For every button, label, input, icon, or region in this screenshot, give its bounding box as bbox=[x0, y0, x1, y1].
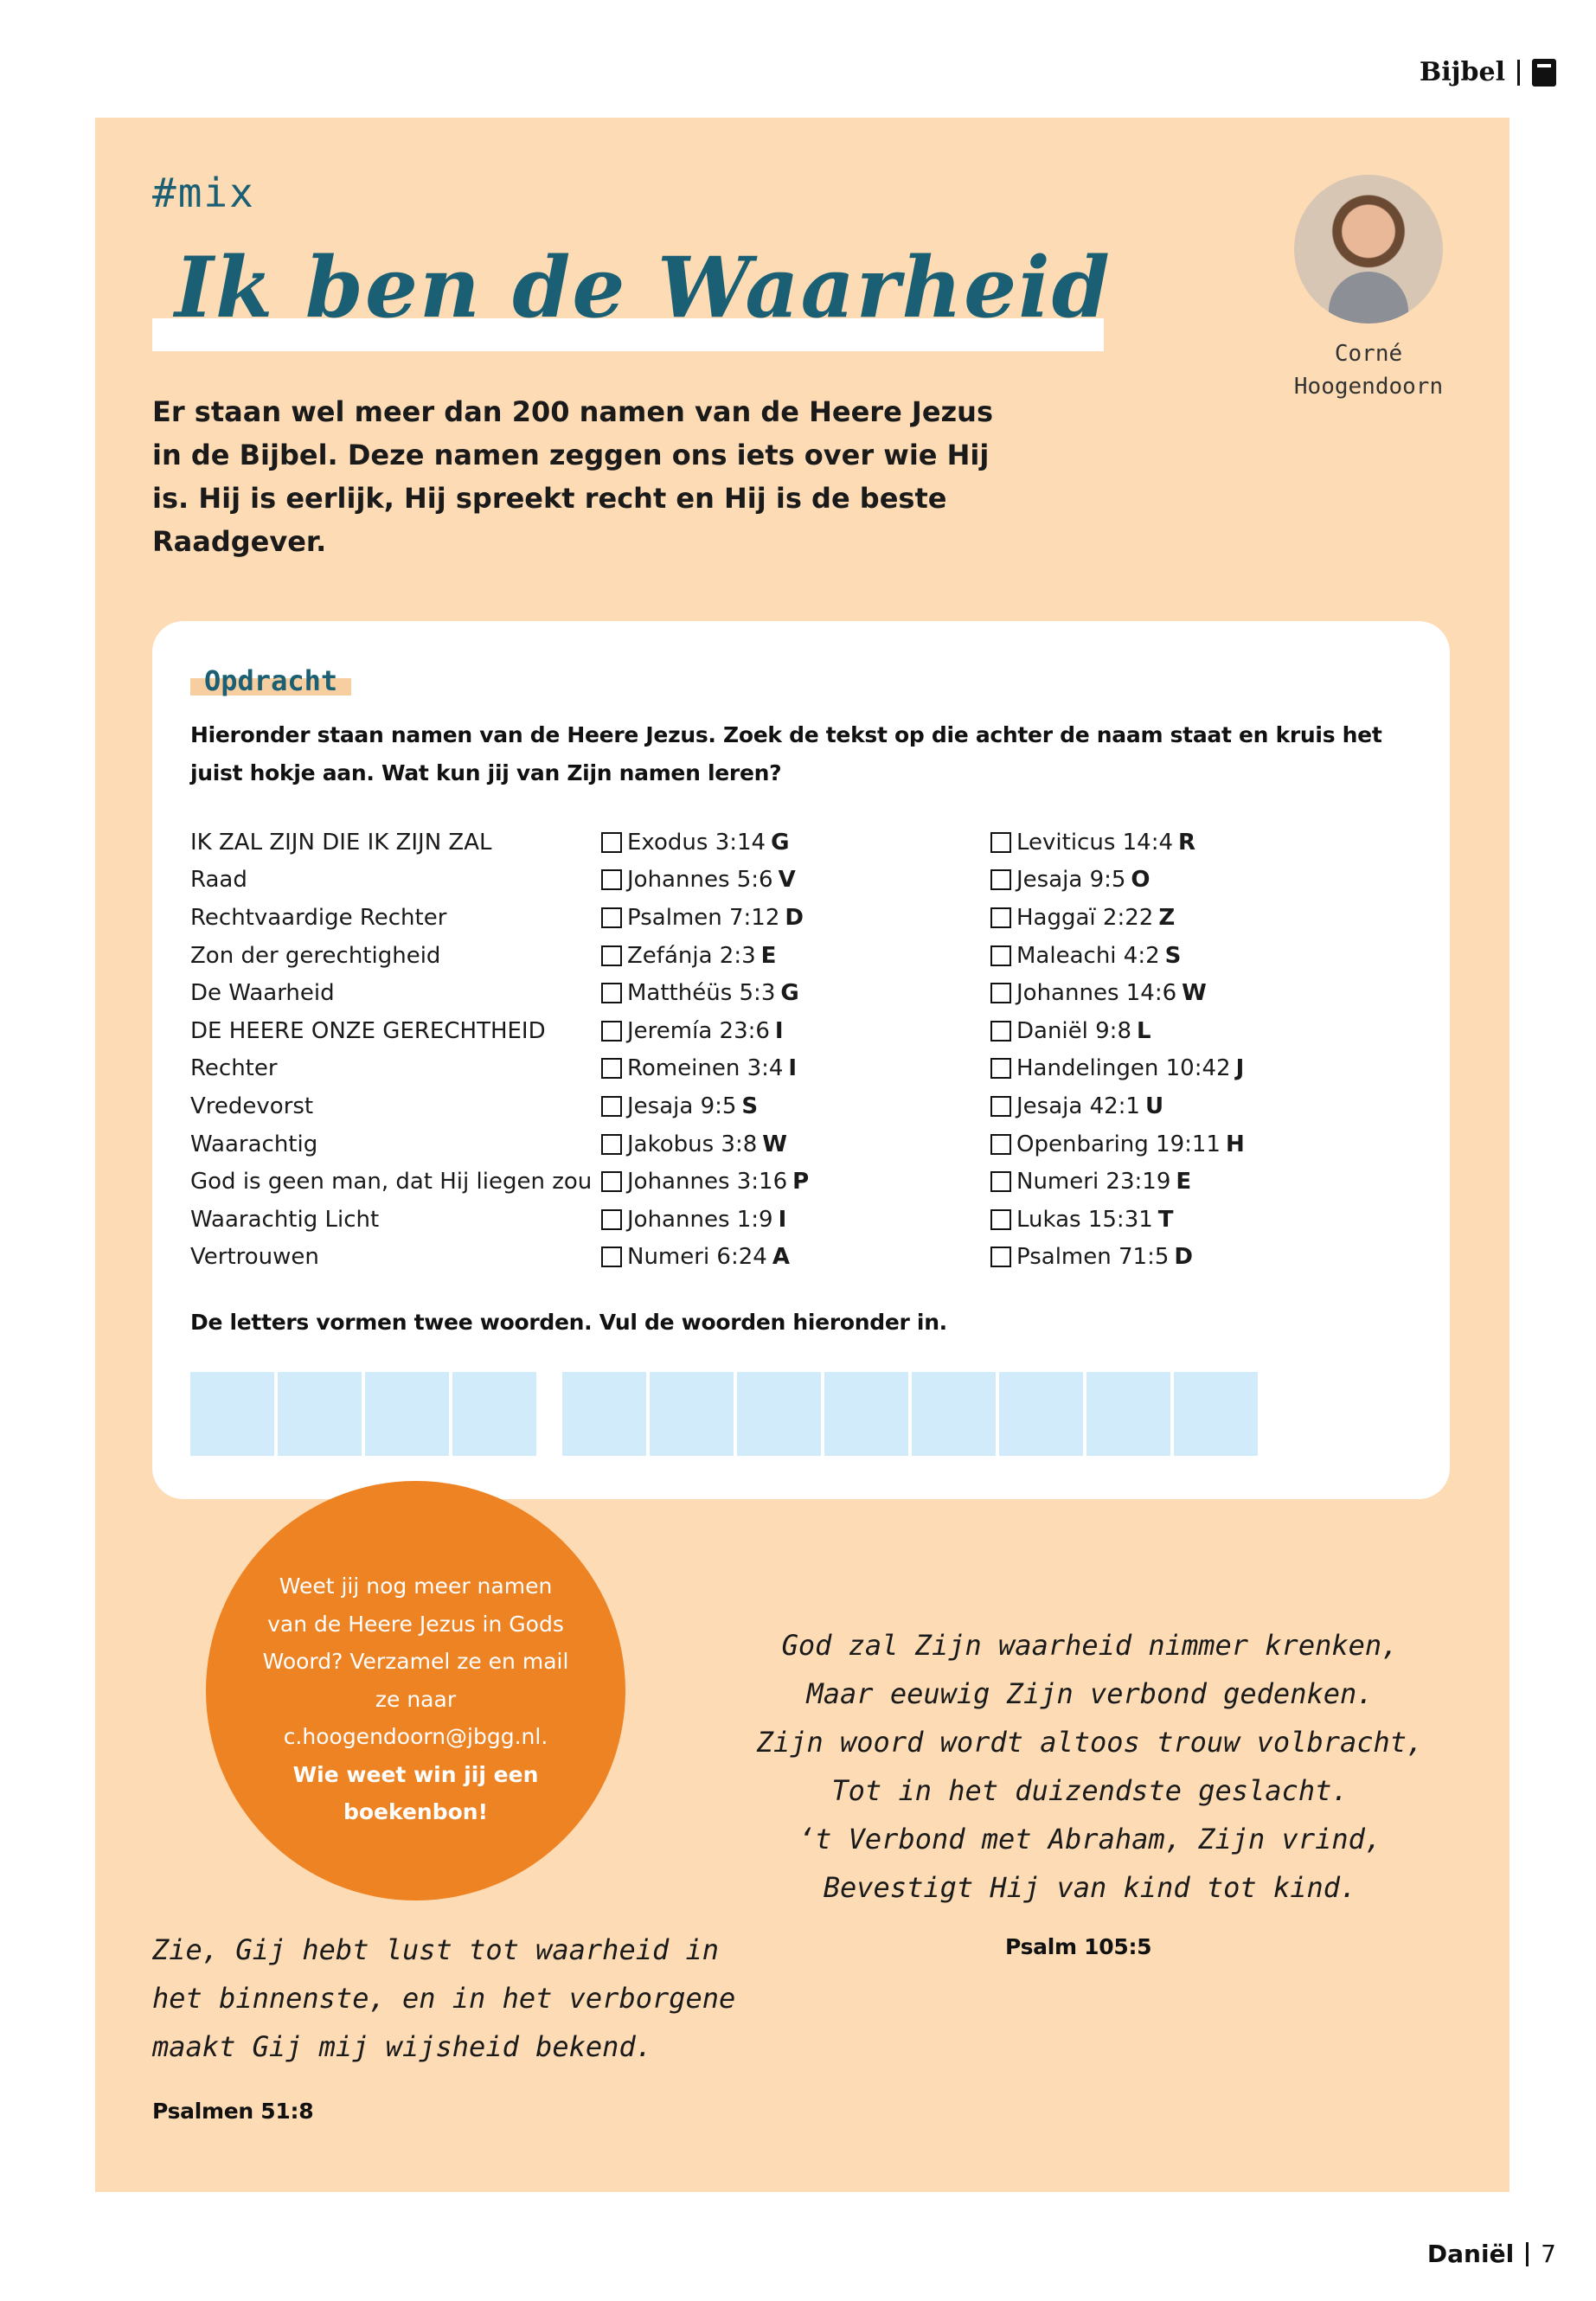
callout-text: Weet jij nog meer namen van de Heere Jezus in Gods Woord? Verzamel ze en mail ze naar c.hoogendoorn@jbgg.nl. bbox=[262, 1574, 569, 1749]
answer-cell[interactable] bbox=[737, 1372, 821, 1456]
assignment-row bbox=[190, 1050, 1419, 1088]
poem-line: het binnenste, en in het verborgene bbox=[152, 1982, 736, 2015]
checkbox[interactable] bbox=[601, 1096, 622, 1117]
verse-reference: Lukas 15:31 bbox=[1016, 1206, 1153, 1233]
jesus-name: IK ZAL ZIJN DIE IK ZIJN ZAL bbox=[190, 829, 492, 856]
verse-letter: Z bbox=[1158, 904, 1176, 931]
answer-cell[interactable] bbox=[912, 1372, 996, 1456]
verse-reference: Openbaring 19:11 bbox=[1016, 1131, 1221, 1157]
verse-letter: S bbox=[741, 1093, 759, 1119]
avatar bbox=[1294, 175, 1443, 324]
jesus-name: Waarachtig Licht bbox=[190, 1206, 380, 1233]
page-number: 7 bbox=[1541, 2240, 1556, 2268]
verse-option[interactable] bbox=[601, 1055, 990, 1081]
verse-letter: I bbox=[778, 1206, 787, 1233]
checkbox[interactable] bbox=[601, 1209, 622, 1230]
verse-letter: G bbox=[771, 829, 790, 856]
assignment-label-text: Opdracht bbox=[204, 664, 338, 697]
verse-option[interactable] bbox=[601, 905, 990, 931]
verse-reference: Jesaja 9:5 bbox=[627, 1093, 737, 1119]
verse-reference: Jesaja 42:1 bbox=[1016, 1093, 1140, 1119]
assignment-row bbox=[190, 824, 1419, 862]
verse-option[interactable] bbox=[990, 1207, 1380, 1233]
checkbox[interactable] bbox=[990, 1134, 1011, 1155]
checkbox[interactable] bbox=[990, 1021, 1011, 1042]
verse-reference: Psalmen 71:5 bbox=[1016, 1244, 1170, 1271]
verse-option[interactable] bbox=[990, 1244, 1380, 1270]
jesus-name: Zon der gerechtigheid bbox=[190, 942, 441, 969]
author-first-name: Corné bbox=[1334, 341, 1403, 367]
poem-line: maakt Gij mij wijsheid bekend. bbox=[152, 2030, 652, 2063]
article-title: Ik ben de Waarheid bbox=[175, 239, 1112, 336]
checkbox[interactable] bbox=[601, 983, 622, 1003]
poem-right bbox=[701, 1621, 1479, 1912]
jesus-name: De Waarheid bbox=[190, 980, 335, 1007]
assignment-row bbox=[190, 1087, 1419, 1125]
verse-option[interactable] bbox=[990, 1169, 1380, 1195]
word-grid-1 bbox=[190, 1372, 536, 1456]
verse-reference: Matthéüs 5:3 bbox=[627, 980, 776, 1007]
verse-option[interactable] bbox=[990, 830, 1380, 856]
answer-cell[interactable] bbox=[824, 1372, 908, 1456]
assignment-bottom-text: De letters vormen twee woorden. Vul de woorden hieronder in. bbox=[190, 1310, 947, 1335]
verse-option[interactable] bbox=[601, 867, 990, 893]
verse-reference: Johannes 3:16 bbox=[627, 1169, 788, 1195]
footer-divider bbox=[1526, 2242, 1529, 2266]
verse-letter: P bbox=[792, 1169, 810, 1195]
assignment-rows bbox=[190, 824, 1419, 1276]
poem-line: Bevestigt Hij van kind tot kind. bbox=[823, 1871, 1357, 1904]
word-grid-2 bbox=[562, 1372, 1258, 1456]
callout-circle bbox=[206, 1481, 625, 1900]
checkbox[interactable] bbox=[990, 869, 1011, 890]
author-last-name: Hoogendoorn bbox=[1293, 374, 1444, 400]
jesus-name: Rechter bbox=[190, 1055, 278, 1082]
verse-option[interactable] bbox=[990, 1131, 1380, 1157]
verse-letter: R bbox=[1178, 829, 1196, 856]
section-label: Bijbel bbox=[1419, 57, 1505, 87]
article-panel bbox=[95, 118, 1509, 2192]
verse-reference: Exodus 3:14 bbox=[627, 829, 766, 856]
checkbox[interactable] bbox=[990, 1096, 1011, 1117]
answer-cell[interactable] bbox=[278, 1372, 362, 1456]
verse-letter: L bbox=[1136, 1017, 1151, 1044]
assignment-row bbox=[190, 1012, 1419, 1050]
assignment-card bbox=[152, 621, 1450, 1499]
checkbox[interactable] bbox=[601, 832, 622, 853]
verse-reference: Numeri 23:19 bbox=[1016, 1169, 1171, 1195]
assignment-row bbox=[190, 937, 1419, 975]
poem-line: Zie, Gij hebt lust tot waarheid in bbox=[152, 1933, 720, 1966]
verse-option[interactable] bbox=[601, 1093, 990, 1119]
checkbox[interactable] bbox=[601, 1171, 622, 1192]
verse-option[interactable] bbox=[601, 1018, 990, 1044]
checkbox[interactable] bbox=[990, 983, 1011, 1003]
verse-option[interactable] bbox=[601, 1169, 990, 1195]
checkbox[interactable] bbox=[601, 1247, 622, 1267]
verse-letter: A bbox=[772, 1244, 790, 1271]
jesus-name: Vredevorst bbox=[190, 1093, 314, 1119]
verse-option[interactable] bbox=[990, 943, 1380, 969]
article-tag: #mix bbox=[152, 170, 255, 216]
checkbox[interactable] bbox=[990, 1058, 1011, 1079]
verse-option[interactable] bbox=[990, 867, 1380, 893]
checkbox[interactable] bbox=[601, 907, 622, 928]
header-divider bbox=[1517, 60, 1520, 86]
verse-letter: E bbox=[1176, 1169, 1192, 1195]
assignment-row bbox=[190, 1163, 1419, 1201]
article-intro: Er staan wel meer dan 200 namen van de Heere Jezus in de Bijbel. Deze namen zeggen ons iets over wie Hij is. Hij is eerlijk, Hij spreekt recht en Hij is de beste Raadgever. bbox=[152, 395, 993, 558]
jesus-name: DE HEERE ONZE GERECHTHEID bbox=[190, 1017, 546, 1044]
checkbox[interactable] bbox=[990, 1171, 1011, 1192]
verse-reference: Romeinen 3:4 bbox=[627, 1055, 784, 1082]
answer-cell[interactable] bbox=[1174, 1372, 1258, 1456]
checkbox[interactable] bbox=[601, 945, 622, 966]
poem-line: God zal Zijn waarheid nimmer krenken, bbox=[781, 1629, 1399, 1662]
verse-reference: Jeremía 23:6 bbox=[627, 1017, 770, 1044]
jesus-name: Raad bbox=[190, 867, 247, 894]
checkbox[interactable] bbox=[601, 1134, 622, 1155]
verse-letter: U bbox=[1144, 1093, 1164, 1119]
verse-letter: W bbox=[1182, 980, 1207, 1007]
checkbox[interactable] bbox=[601, 1021, 622, 1042]
jesus-name: Rechtvaardige Rechter bbox=[190, 904, 447, 931]
answer-cell[interactable] bbox=[650, 1372, 734, 1456]
answer-cell[interactable] bbox=[190, 1372, 274, 1456]
poem-line: ‘t Verbond met Abraham, Zijn vrind, bbox=[798, 1823, 1382, 1856]
jesus-name: Vertrouwen bbox=[190, 1244, 319, 1271]
verse-option[interactable] bbox=[601, 830, 990, 856]
callout-text-block bbox=[258, 1567, 574, 1831]
verse-reference: Johannes 1:9 bbox=[627, 1206, 773, 1233]
jesus-name: Waarachtig bbox=[190, 1131, 318, 1157]
verse-option[interactable] bbox=[601, 1131, 990, 1157]
assignment-row bbox=[190, 862, 1419, 900]
verse-letter: W bbox=[762, 1131, 787, 1157]
assignment-instruction: Hieronder staan namen van de Heere Jezus. Zoek de tekst op die achter de naam staat en kruis het juist hokje aan. Wat kun jij van Zijn namen leren? bbox=[190, 722, 1382, 785]
answer-cell[interactable] bbox=[365, 1372, 449, 1456]
verse-letter: J bbox=[1235, 1055, 1245, 1082]
book-icon bbox=[1532, 59, 1556, 87]
checkbox[interactable] bbox=[601, 1058, 622, 1079]
verse-letter: D bbox=[1174, 1244, 1193, 1271]
assignment-row bbox=[190, 1239, 1419, 1277]
verse-option[interactable] bbox=[990, 905, 1380, 931]
verse-letter: V bbox=[778, 867, 796, 894]
verse-reference: Johannes 14:6 bbox=[1016, 980, 1177, 1007]
verse-letter: S bbox=[1164, 942, 1182, 969]
poem-right-reference: Psalm 105:5 bbox=[1005, 1934, 1152, 1959]
poem-line: Maar eeuwig Zijn verbond gedenken. bbox=[806, 1677, 1374, 1710]
verse-reference: Johannes 5:6 bbox=[627, 867, 773, 894]
answer-cell[interactable] bbox=[1086, 1372, 1170, 1456]
poem-left bbox=[152, 1926, 792, 2071]
verse-option[interactable] bbox=[601, 1244, 990, 1270]
jesus-name: God is geen man, dat Hij liegen zou bbox=[190, 1169, 593, 1195]
verse-letter: G bbox=[780, 980, 799, 1007]
title-block bbox=[152, 239, 1112, 351]
verse-option[interactable] bbox=[990, 1018, 1380, 1044]
assignment-row bbox=[190, 1201, 1419, 1239]
page-header bbox=[1420, 57, 1556, 87]
author-name bbox=[1273, 337, 1464, 403]
verse-option[interactable] bbox=[601, 943, 990, 969]
verse-reference: Leviticus 14:4 bbox=[1016, 829, 1174, 856]
verse-reference: Zefánja 2:3 bbox=[627, 942, 756, 969]
verse-letter: I bbox=[774, 1017, 784, 1044]
poem-line: Zijn woord wordt altoos trouw volbracht, bbox=[756, 1726, 1424, 1759]
assignment-row bbox=[190, 1125, 1419, 1163]
author-block bbox=[1273, 175, 1464, 403]
verse-reference: Psalmen 7:12 bbox=[627, 904, 780, 931]
verse-reference: Haggaï 2:22 bbox=[1016, 904, 1154, 931]
assignment-label bbox=[190, 664, 351, 695]
verse-reference: Numeri 6:24 bbox=[627, 1244, 767, 1271]
verse-reference: Jakobus 3:8 bbox=[627, 1131, 758, 1157]
verse-option[interactable] bbox=[990, 1055, 1380, 1081]
verse-option[interactable] bbox=[990, 1093, 1380, 1119]
checkbox[interactable] bbox=[990, 1209, 1011, 1230]
verse-option[interactable] bbox=[601, 980, 990, 1006]
answer-cell[interactable] bbox=[452, 1372, 536, 1456]
checkbox[interactable] bbox=[990, 945, 1011, 966]
poem-line: Tot in het duizendste geslacht. bbox=[831, 1774, 1349, 1807]
page-footer bbox=[1427, 2240, 1556, 2268]
verse-option[interactable] bbox=[601, 1207, 990, 1233]
answer-cell[interactable] bbox=[562, 1372, 646, 1456]
checkbox[interactable] bbox=[990, 832, 1011, 853]
checkbox[interactable] bbox=[601, 869, 622, 890]
verse-letter: D bbox=[785, 904, 804, 931]
verse-option[interactable] bbox=[990, 980, 1380, 1006]
assignment-row bbox=[190, 974, 1419, 1012]
verse-reference: Maleachi 4:2 bbox=[1016, 942, 1160, 969]
assignment-row bbox=[190, 899, 1419, 937]
checkbox[interactable] bbox=[990, 1247, 1011, 1267]
callout-emphasis: Wie weet win jij een boekenbon! bbox=[292, 1761, 539, 1824]
checkbox[interactable] bbox=[990, 907, 1011, 928]
verse-reference: Handelingen 10:42 bbox=[1016, 1055, 1231, 1082]
verse-reference: Daniël 9:8 bbox=[1016, 1017, 1131, 1044]
answer-cell[interactable] bbox=[999, 1372, 1083, 1456]
poem-left-reference: Psalmen 51:8 bbox=[152, 2099, 314, 2124]
verse-letter: I bbox=[788, 1055, 798, 1082]
verse-letter: T bbox=[1157, 1206, 1174, 1233]
verse-letter: H bbox=[1225, 1131, 1245, 1157]
verse-letter: O bbox=[1131, 867, 1151, 894]
verse-letter: E bbox=[760, 942, 777, 969]
magazine-name: Daniël bbox=[1426, 2240, 1515, 2268]
verse-reference: Jesaja 9:5 bbox=[1016, 867, 1126, 894]
